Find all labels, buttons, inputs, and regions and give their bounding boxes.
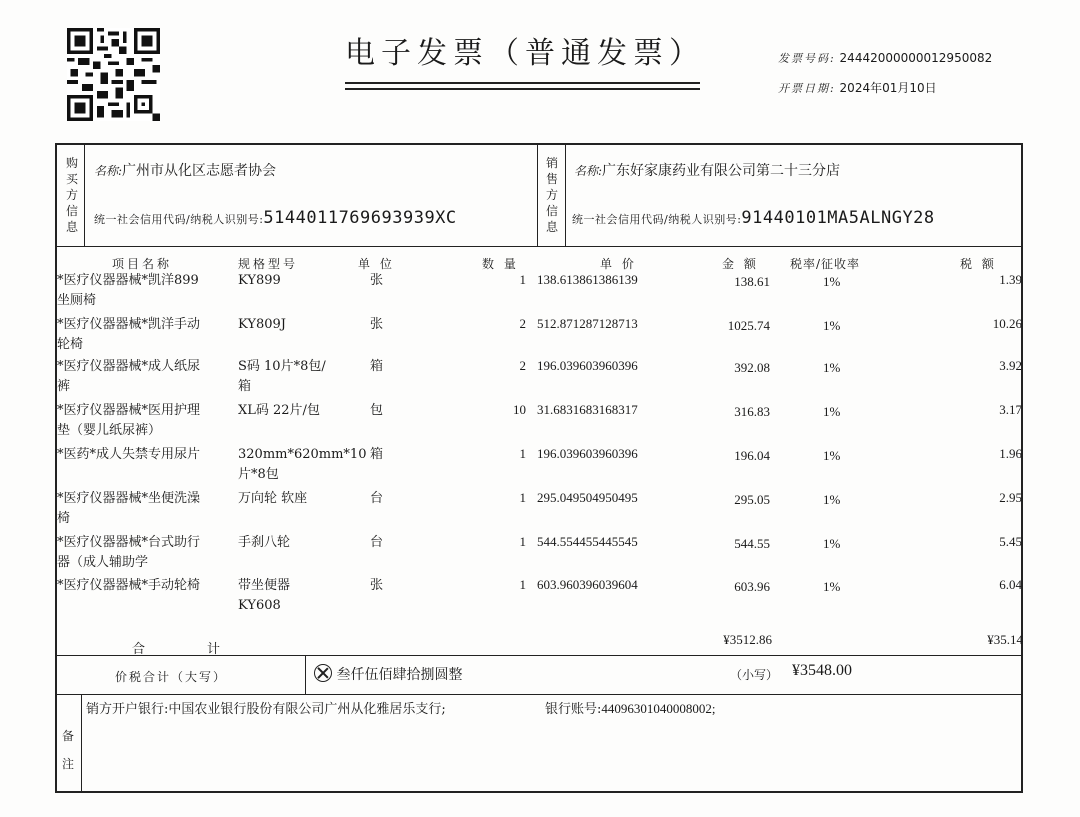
item-name-cont: 轮椅 xyxy=(57,337,84,352)
item-spec-cont: 箱 xyxy=(238,379,252,394)
invoice-frame xyxy=(55,143,1023,793)
item-unit: 包 xyxy=(370,403,384,418)
invoice-title: 电子发票（普通发票） xyxy=(345,36,705,71)
item-spec: S码 10片*8包/ xyxy=(238,359,326,374)
item-tax: 1.39 xyxy=(999,272,1022,287)
total-label-1: 合 xyxy=(132,642,148,657)
item-rate: 1% xyxy=(823,448,841,463)
item-spec: KY809J xyxy=(238,317,286,332)
item-name: *医疗仪器器械*成人纸尿 xyxy=(57,359,201,374)
divider xyxy=(565,143,566,247)
item-price: 196.039603960396 xyxy=(537,446,638,461)
total-label-2: 计 xyxy=(207,642,223,657)
issue-date-label: 开票日期: xyxy=(778,82,836,95)
grand-total-uppercase xyxy=(314,664,462,684)
item-unit: 张 xyxy=(370,317,384,332)
item-price: 196.039603960396 xyxy=(537,358,638,373)
item-qty: 1 xyxy=(519,272,526,287)
buyer-tax-id-value: 5144011769693939XC xyxy=(263,208,457,228)
item-qty: 1 xyxy=(519,534,526,549)
col-header-price: 单 价 xyxy=(600,257,637,271)
item-name: *医疗仪器器械*医用护理 xyxy=(57,403,201,418)
item-name-cont: 坐厕椅 xyxy=(57,293,97,308)
bank-name: 中国农业银行股份有限公司广州从化雅居乐支行; xyxy=(168,702,446,717)
invoice-number-value: 24442000000012950082 xyxy=(839,51,993,65)
item-name: *医疗仪器器械*凯洋899 xyxy=(57,273,199,288)
item-name-cont: 椅 xyxy=(57,511,71,526)
item-spec: XL码 22片/包 xyxy=(238,403,320,418)
item-unit: 台 xyxy=(370,491,384,506)
divider xyxy=(305,655,306,694)
remarks-account: 银行账号:44096301040008002; xyxy=(545,701,716,717)
item-qty: 2 xyxy=(519,316,526,331)
item-rate: 1% xyxy=(823,360,841,375)
item-spec: 320mm*620mm*10 xyxy=(238,447,367,462)
item-qty: 10 xyxy=(513,402,526,417)
item-tax: 1.96 xyxy=(999,446,1022,461)
item-unit: 张 xyxy=(370,578,384,593)
item-amount: 196.04 xyxy=(734,448,770,463)
circle-x-icon xyxy=(314,664,332,682)
total-tax: ¥35.14 xyxy=(987,632,1023,647)
grand-total-uppercase-value: 叁仟伍佰肆拾捌圆整 xyxy=(336,667,463,683)
seller-name: 名称:广东好家康药业有限公司第二十三分店 xyxy=(574,163,841,179)
divider xyxy=(55,655,1023,656)
buyer-tax-id: 统一社会信用代码/纳税人识别号:5144011769693939XC xyxy=(94,208,457,228)
item-tax: 2.95 xyxy=(999,490,1022,505)
item-price: 138.613861386139 xyxy=(537,272,638,287)
item-tax: 5.45 xyxy=(999,534,1022,549)
divider xyxy=(55,694,1023,695)
col-header-unit: 单 位 xyxy=(358,257,395,271)
item-unit: 箱 xyxy=(370,447,384,462)
item-spec: 手刹八轮 xyxy=(238,535,291,550)
item-rate: 1% xyxy=(823,318,841,333)
divider xyxy=(55,246,1023,247)
remarks-bank: 销方开户银行:中国农业银行股份有限公司广州从化雅居乐支行; xyxy=(86,702,446,717)
total-amount: ¥3512.86 xyxy=(723,632,772,647)
grand-total-small-label: （小写） xyxy=(730,668,779,682)
item-amount: 544.55 xyxy=(734,536,770,551)
col-header-name: 项目名称 xyxy=(112,257,173,271)
item-name-cont: 器（成人辅助学 xyxy=(57,555,149,570)
title-underline xyxy=(345,82,700,84)
bank-account: 44096301040008002; xyxy=(601,701,716,716)
invoice-number xyxy=(778,50,992,66)
item-amount: 603.96 xyxy=(734,579,770,594)
item-qty: 2 xyxy=(519,358,526,373)
invoice-number-label: 发票号码: xyxy=(778,52,836,65)
item-qty: 1 xyxy=(519,577,526,592)
item-tax: 6.04 xyxy=(999,577,1022,592)
item-spec: 万向轮 软座 xyxy=(238,491,308,506)
buyer-section-label: 购 买 方 信 息 xyxy=(65,156,78,234)
item-amount: 392.08 xyxy=(734,360,770,375)
col-header-spec: 规格型号 xyxy=(238,257,299,271)
item-price: 31.6831683168317 xyxy=(537,402,638,417)
item-name: *医疗仪器器械*凯洋手动 xyxy=(57,317,201,332)
item-spec-cont: KY608 xyxy=(238,598,281,613)
item-tax: 3.17 xyxy=(999,402,1022,417)
grand-total-label: 价税合计（大写） xyxy=(115,670,228,684)
item-spec: 带坐便器 xyxy=(238,578,291,593)
issue-date xyxy=(778,79,937,96)
item-name-cont: 裤 xyxy=(57,379,71,394)
item-amount: 316.83 xyxy=(734,404,770,419)
divider xyxy=(537,143,538,247)
item-name: *医疗仪器器械*台式助行 xyxy=(57,535,201,550)
seller-section-label: 销 售 方 信 息 xyxy=(545,156,558,234)
item-rate: 1% xyxy=(823,274,841,289)
item-qty: 1 xyxy=(519,490,526,505)
seller-tax-id: 统一社会信用代码/纳税人识别号:91440101MA5ALNGY28 xyxy=(572,208,935,228)
item-unit: 台 xyxy=(370,535,384,550)
col-header-amount: 金 额 xyxy=(722,257,759,271)
item-amount: 138.61 xyxy=(734,274,770,289)
buyer-name: 名称:广州市从化区志愿者协会 xyxy=(94,163,277,179)
item-price: 512.871287128713 xyxy=(537,316,638,331)
item-unit: 箱 xyxy=(370,359,384,374)
remarks-section-label: 备 注 xyxy=(61,729,74,771)
issue-date-value: 2024年01月10日 xyxy=(839,81,937,95)
item-rate: 1% xyxy=(823,579,841,594)
buyer-name-value: 广州市从化区志愿者协会 xyxy=(122,163,277,179)
item-qty: 1 xyxy=(519,446,526,461)
item-price: 544.554455445545 xyxy=(537,534,638,549)
divider xyxy=(84,143,85,247)
item-price: 295.049504950495 xyxy=(537,490,638,505)
qr-code-icon xyxy=(67,28,160,121)
divider xyxy=(81,694,82,793)
item-rate: 1% xyxy=(823,404,841,419)
col-header-tax: 税 额 xyxy=(960,257,997,271)
item-tax: 3.92 xyxy=(999,358,1022,373)
item-amount: 295.05 xyxy=(734,492,770,507)
item-rate: 1% xyxy=(823,536,841,551)
seller-name-value: 广东好家康药业有限公司第二十三分店 xyxy=(602,163,841,179)
item-unit: 张 xyxy=(370,273,384,288)
item-name: *医疗仪器器械*手动轮椅 xyxy=(57,578,201,593)
seller-tax-id-value: 91440101MA5ALNGY28 xyxy=(741,208,935,228)
item-rate: 1% xyxy=(823,492,841,507)
col-header-qty: 数 量 xyxy=(482,257,519,271)
item-spec-cont: 片*8包 xyxy=(238,467,279,482)
item-tax: 10.26 xyxy=(992,316,1022,331)
item-price: 603.960396039604 xyxy=(537,577,638,592)
col-header-rate: 税率/征收率 xyxy=(790,257,861,271)
item-name-cont: 垫（婴儿纸尿裤） xyxy=(57,423,162,438)
item-name: *医药*成人失禁专用尿片 xyxy=(57,447,201,462)
title-underline xyxy=(345,88,700,90)
grand-total-lowercase: ¥3548.00 xyxy=(792,662,852,679)
item-name: *医疗仪器器械*坐便洗澡 xyxy=(57,491,201,506)
item-spec: KY899 xyxy=(238,273,281,288)
item-amount: 1025.74 xyxy=(727,318,770,333)
